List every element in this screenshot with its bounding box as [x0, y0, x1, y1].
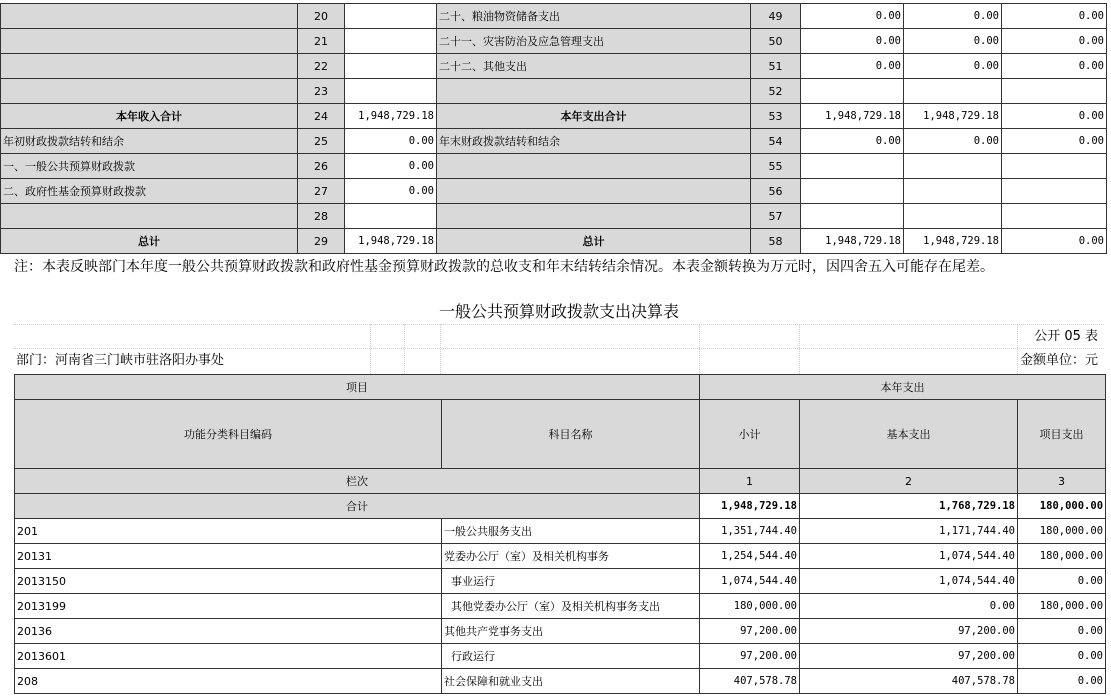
- general-budget-amount: [904, 179, 1002, 204]
- income-amount: [345, 4, 437, 29]
- subtotal-amount: 1,074,544.40: [700, 569, 800, 594]
- subtotal-amount: 407,578.78: [700, 669, 800, 694]
- general-budget-amount: [904, 154, 1002, 179]
- expenditure-row-number: 52: [751, 79, 801, 104]
- column-number-1: 1: [700, 469, 800, 494]
- summary-row: [1, 179, 1107, 204]
- subject-name: 党委办公厅（室）及相关机构事务: [442, 544, 700, 569]
- income-item-label: [1, 29, 298, 54]
- summary-row: [1, 4, 1107, 29]
- fund-budget-amount: [1002, 179, 1107, 204]
- summary-row: [1, 154, 1107, 179]
- gridline: [799, 324, 800, 374]
- income-row-number: 25: [298, 129, 345, 154]
- table-row: [15, 519, 1106, 544]
- expenditure-table: [14, 374, 1106, 694]
- header-subtotal: 小计: [700, 400, 800, 469]
- function-code: 20136: [15, 619, 442, 644]
- summary-row: [1, 229, 1107, 254]
- general-budget-amount: 1,948,729.18: [904, 104, 1002, 129]
- subtotal-amount: 180,000.00: [700, 594, 800, 619]
- fund-budget-amount: 0.00: [1002, 29, 1107, 54]
- function-code: 201: [15, 519, 442, 544]
- expenditure-total: 1,948,729.18: [801, 229, 904, 254]
- gridline: [370, 324, 371, 374]
- table-row: [15, 644, 1106, 669]
- fund-budget-amount: [1002, 154, 1107, 179]
- table-footnote: 注：本表反映部门本年度一般公共预算财政拨款和政府性基金预算财政拨款的总收支和年末结转结余情况。本表金额转换为万元时，因四舍五入可能存在尾差。: [14, 259, 994, 275]
- total-label: 合计: [15, 494, 700, 519]
- summary-row: [1, 29, 1107, 54]
- income-row-number: 20: [298, 4, 345, 29]
- summary-row: [1, 54, 1107, 79]
- project-amount: 0.00: [1018, 619, 1106, 644]
- basic-amount: 1,074,544.40: [800, 569, 1018, 594]
- basic-amount: 1,171,744.40: [800, 519, 1018, 544]
- income-item-label: 本年收入合计: [1, 104, 298, 129]
- subtotal-amount: 1,254,544.40: [700, 544, 800, 569]
- expenditure-item-label: 本年支出合计: [437, 104, 751, 129]
- basic-amount: 97,200.00: [800, 644, 1018, 669]
- subject-name: 事业运行: [442, 569, 700, 594]
- summary-table: [0, 3, 1107, 254]
- total-subtotal: 1,948,729.18: [700, 494, 800, 519]
- expenditure-row-number: 54: [751, 129, 801, 154]
- income-amount: [345, 54, 437, 79]
- fund-budget-amount: [1002, 79, 1107, 104]
- expenditure-total: [801, 79, 904, 104]
- expenditure-item-label: 二十二、其他支出: [437, 54, 751, 79]
- table-row: [15, 569, 1106, 594]
- gridline: [404, 324, 405, 374]
- expenditure-item-label: [437, 179, 751, 204]
- income-amount: 1,948,729.18: [345, 104, 437, 129]
- column-number-3: 3: [1018, 469, 1106, 494]
- income-item-label: [1, 4, 298, 29]
- expenditure-row-number: 57: [751, 204, 801, 229]
- general-budget-amount: 0.00: [904, 4, 1002, 29]
- department-label: 部门：河南省三门峡市驻洛阳办事处: [16, 353, 225, 368]
- income-row-number: 22: [298, 54, 345, 79]
- subject-name: 其他党委办公厅（室）及相关机构事务支出: [442, 594, 700, 619]
- gridline: [440, 324, 441, 374]
- summary-row: [1, 204, 1107, 229]
- function-code: 20131: [15, 544, 442, 569]
- expenditure-total: 1,948,729.18: [801, 104, 904, 129]
- basic-amount: 1,074,544.40: [800, 544, 1018, 569]
- basic-amount: 0.00: [800, 594, 1018, 619]
- function-code: 208: [15, 669, 442, 694]
- income-amount: [345, 204, 437, 229]
- gridline: [14, 348, 1104, 349]
- expenditure-item-label: [437, 79, 751, 104]
- project-amount: 0.00: [1018, 644, 1106, 669]
- summary-row: [1, 79, 1107, 104]
- income-item-label: 年初财政拨款结转和结余: [1, 129, 298, 154]
- header-current-expenditure: 本年支出: [700, 375, 1106, 400]
- project-amount: 180,000.00: [1018, 519, 1106, 544]
- project-amount: 0.00: [1018, 669, 1106, 694]
- general-budget-amount: 0.00: [904, 129, 1002, 154]
- expenditure-row-number: 51: [751, 54, 801, 79]
- income-row-number: 29: [298, 229, 345, 254]
- project-amount: 180,000.00: [1018, 544, 1106, 569]
- expenditure-total: [801, 179, 904, 204]
- income-item-label: 总计: [1, 229, 298, 254]
- summary-row: [1, 129, 1107, 154]
- fund-budget-amount: 0.00: [1002, 229, 1107, 254]
- expenditure-row-number: 55: [751, 154, 801, 179]
- subtotal-amount: 1,351,744.40: [700, 519, 800, 544]
- column-number-2: 2: [800, 469, 1018, 494]
- header-code: 功能分类科目编码: [15, 400, 442, 469]
- header-name: 科目名称: [442, 400, 700, 469]
- income-row-number: 24: [298, 104, 345, 129]
- function-code: 2013601: [15, 644, 442, 669]
- income-item-label: 二、政府性基金预算财政拨款: [1, 179, 298, 204]
- expenditure-row-number: 58: [751, 229, 801, 254]
- expenditure-total: [801, 154, 904, 179]
- income-row-number: 23: [298, 79, 345, 104]
- fund-budget-amount: 0.00: [1002, 104, 1107, 129]
- general-budget-amount: 1,948,729.18: [904, 229, 1002, 254]
- income-item-label: [1, 54, 298, 79]
- total-basic: 1,768,729.18: [800, 494, 1018, 519]
- subtotal-amount: 97,200.00: [700, 644, 800, 669]
- header-project: 项目支出: [1018, 400, 1106, 469]
- income-row-number: 27: [298, 179, 345, 204]
- income-amount: 1,948,729.18: [345, 229, 437, 254]
- income-amount: 0.00: [345, 154, 437, 179]
- gridline: [699, 324, 700, 374]
- expenditure-row-number: 56: [751, 179, 801, 204]
- basic-amount: 97,200.00: [800, 619, 1018, 644]
- expenditure-row-number: 49: [751, 4, 801, 29]
- income-item-label: [1, 204, 298, 229]
- expenditure-total: 0.00: [801, 4, 904, 29]
- gridline: [1017, 324, 1018, 374]
- subject-name: 行政运行: [442, 644, 700, 669]
- header-item: 项目: [15, 375, 700, 400]
- table-row: [15, 544, 1106, 569]
- expenditure-row-number: 50: [751, 29, 801, 54]
- table-title: 一般公共预算财政拨款支出决算表: [438, 302, 679, 321]
- expenditure-item-label: 二十一、灾害防治及应急管理支出: [437, 29, 751, 54]
- income-item-label: [1, 79, 298, 104]
- fund-budget-amount: 0.00: [1002, 54, 1107, 79]
- expenditure-total: 0.00: [801, 129, 904, 154]
- expenditure-total: [801, 204, 904, 229]
- expenditure-item-label: 年末财政拨款结转和结余: [437, 129, 751, 154]
- gridline: [14, 324, 1104, 325]
- expenditure-item-label: 总计: [437, 229, 751, 254]
- subject-name: 一般公共服务支出: [442, 519, 700, 544]
- subject-name: 其他共产党事务支出: [442, 619, 700, 644]
- table-row: [15, 669, 1106, 694]
- income-amount: [345, 29, 437, 54]
- general-budget-amount: [904, 204, 1002, 229]
- income-row-number: 21: [298, 29, 345, 54]
- general-budget-amount: 0.00: [904, 54, 1002, 79]
- fund-budget-amount: 0.00: [1002, 129, 1107, 154]
- general-budget-amount: 0.00: [904, 29, 1002, 54]
- income-item-label: 一、一般公共预算财政拨款: [1, 154, 298, 179]
- function-code: 2013199: [15, 594, 442, 619]
- income-row-number: 28: [298, 204, 345, 229]
- income-amount: 0.00: [345, 129, 437, 154]
- expenditure-item-label: [437, 154, 751, 179]
- header-basic: 基本支出: [800, 400, 1018, 469]
- table-row: [15, 619, 1106, 644]
- column-number-label: 栏次: [15, 469, 700, 494]
- subject-name: 社会保障和就业支出: [442, 669, 700, 694]
- expenditure-total: 0.00: [801, 29, 904, 54]
- table-row: [15, 594, 1106, 619]
- total-project: 180,000.00: [1018, 494, 1106, 519]
- project-amount: 0.00: [1018, 569, 1106, 594]
- form-number: 公开 05 表: [1034, 329, 1098, 344]
- project-amount: 180,000.00: [1018, 594, 1106, 619]
- income-amount: [345, 79, 437, 104]
- summary-row: [1, 104, 1107, 129]
- income-amount: 0.00: [345, 179, 437, 204]
- expenditure-item-label: 二十、粮油物资储备支出: [437, 4, 751, 29]
- expenditure-total: 0.00: [801, 54, 904, 79]
- expenditure-row-number: 53: [751, 104, 801, 129]
- income-row-number: 26: [298, 154, 345, 179]
- basic-amount: 407,578.78: [800, 669, 1018, 694]
- subtotal-amount: 97,200.00: [700, 619, 800, 644]
- general-budget-amount: [904, 79, 1002, 104]
- unit-label: 金额单位：元: [1019, 353, 1098, 368]
- function-code: 2013150: [15, 569, 442, 594]
- fund-budget-amount: 0.00: [1002, 4, 1107, 29]
- expenditure-item-label: [437, 204, 751, 229]
- fund-budget-amount: [1002, 204, 1107, 229]
